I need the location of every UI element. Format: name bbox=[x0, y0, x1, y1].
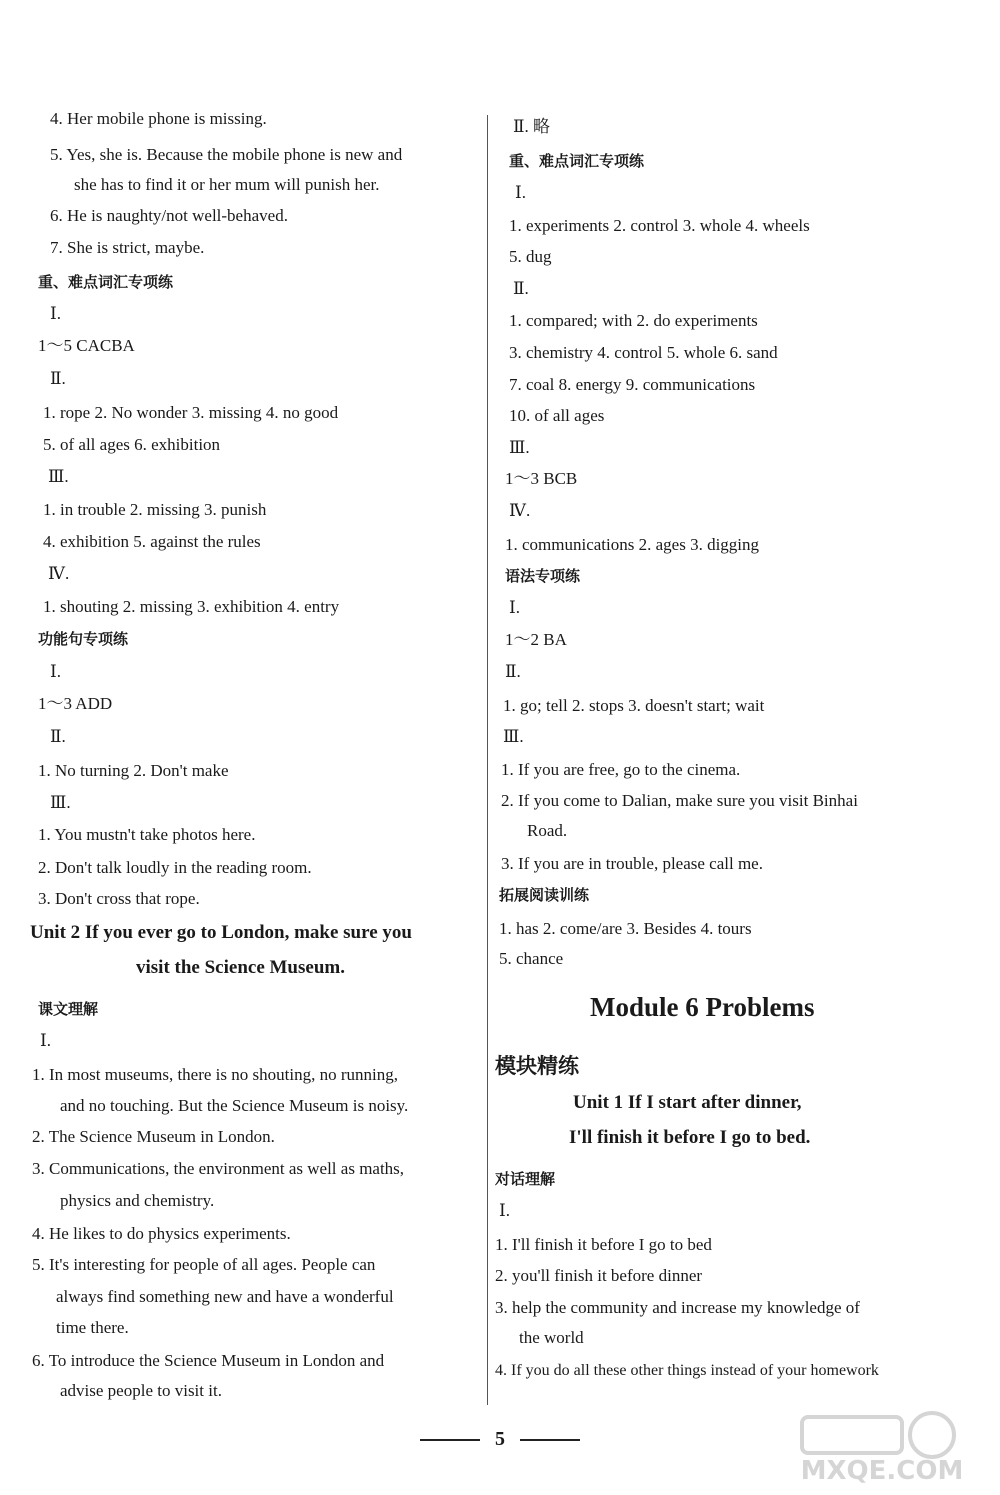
answer-line: 1. go; tell 2. stops 3. doesn't start; wait bbox=[503, 696, 765, 715]
answer-line: Ⅲ. bbox=[48, 467, 69, 486]
answer-line: Ⅰ. bbox=[499, 1201, 510, 1220]
answer-line: Ⅰ. bbox=[50, 662, 61, 681]
answer-line: Ⅱ. bbox=[50, 727, 66, 746]
answer-line: 2. you'll finish it before dinner bbox=[495, 1266, 703, 1285]
answer-line: 5. Yes, she is. Because the mobile phone is new and bbox=[50, 145, 403, 164]
column-divider bbox=[487, 115, 488, 1405]
answer-line: 3. help the community and increase my knowledge of bbox=[495, 1298, 860, 1317]
answer-line: Ⅰ. bbox=[515, 183, 526, 202]
answer-line: 1. compared; with 2. do experiments bbox=[509, 311, 758, 330]
answer-line: 5. dug bbox=[509, 247, 552, 266]
section-heading-function: 功能句专项练 bbox=[38, 630, 129, 648]
answer-line: Ⅳ. bbox=[48, 564, 70, 583]
answer-line: 5. chance bbox=[499, 949, 564, 968]
answer-line: 3. If you are in trouble, please call me. bbox=[501, 854, 763, 873]
section-heading-grammar: 语法专项练 bbox=[505, 567, 581, 585]
watermark-logo bbox=[782, 1407, 982, 1487]
answer-line: 4. If you do all these other things instead of your homework bbox=[495, 1362, 879, 1379]
answer-line: Ⅱ. bbox=[505, 662, 521, 681]
answer-line: Ⅲ. bbox=[509, 438, 530, 457]
answer-line: 1. experiments 2. control 3. whole 4. wheels bbox=[509, 216, 810, 235]
answer-line: 1～2 BA bbox=[505, 630, 567, 649]
answer-line: 4. He likes to do physics experiments. bbox=[32, 1224, 291, 1243]
answer-line: Ⅰ. bbox=[40, 1031, 51, 1050]
answer-line: 2. Don't talk loudly in the reading room. bbox=[38, 858, 312, 877]
unit-title-continued: visit the Science Museum. bbox=[136, 957, 345, 978]
answer-line: 1. No turning 2. Don't make bbox=[38, 761, 229, 780]
section-heading-reading: 拓展阅读训练 bbox=[499, 886, 590, 904]
answer-line: she has to find it or her mum will punish her. bbox=[74, 175, 380, 194]
block-title: 模块精练 bbox=[495, 1054, 579, 1078]
answer-line: Ⅱ. bbox=[513, 279, 529, 298]
answer-line: 1. in trouble 2. missing 3. punish bbox=[43, 500, 267, 519]
page-number: 5 bbox=[495, 1428, 505, 1450]
answer-line: 5. of all ages 6. exhibition bbox=[43, 435, 221, 454]
section-heading-dialog: 对话理解 bbox=[495, 1170, 556, 1188]
answer-line: Ⅲ. bbox=[50, 793, 71, 812]
answer-line: always find something new and have a wonderful bbox=[56, 1287, 394, 1306]
answer-line: advise people to visit it. bbox=[60, 1381, 222, 1400]
answer-line: 4. Her mobile phone is missing. bbox=[50, 109, 267, 128]
footer-ornament-right bbox=[520, 1439, 580, 1441]
answer-line: Ⅲ. bbox=[503, 727, 524, 746]
answer-line: physics and chemistry. bbox=[60, 1191, 215, 1210]
section-heading-vocab: 重、难点词汇专项练 bbox=[38, 273, 174, 291]
answer-line: the world bbox=[519, 1328, 584, 1347]
unit-title-continued: I'll finish it before I go to bed. bbox=[569, 1127, 811, 1148]
answer-line: Ⅳ. bbox=[509, 501, 531, 520]
answer-line: 6. He is naughty/not well-behaved. bbox=[50, 206, 288, 225]
answer-line: 1～5 CACBA bbox=[38, 336, 135, 355]
answer-line: 3. chemistry 4. control 5. whole 6. sand bbox=[509, 343, 778, 362]
answer-line: 1～3 BCB bbox=[505, 469, 578, 488]
section-heading-vocab: 重、难点词汇专项练 bbox=[509, 152, 645, 170]
answer-line: 1. rope 2. No wonder 3. missing 4. no good bbox=[43, 403, 339, 422]
answer-line: time there. bbox=[56, 1318, 129, 1337]
answer-line: Road. bbox=[527, 821, 568, 840]
answer-line: 1. shouting 2. missing 3. exhibition 4. entry bbox=[43, 597, 340, 616]
module-title: Module 6 Problems bbox=[590, 992, 815, 1022]
answer-line: 7. She is strict, maybe. bbox=[50, 238, 205, 257]
answer-line: 10. of all ages bbox=[509, 406, 605, 425]
answer-line: 2. The Science Museum in London. bbox=[32, 1127, 275, 1146]
answer-line: 1. has 2. come/are 3. Besides 4. tours bbox=[499, 919, 752, 938]
answer-line: 4. exhibition 5. against the rules bbox=[43, 532, 261, 551]
watermark-text: MXQE.COM bbox=[800, 1456, 964, 1486]
answer-line: Ⅱ. bbox=[50, 369, 66, 388]
answer-line: 1. In most museums, there is no shouting, no running, bbox=[32, 1065, 398, 1084]
answer-line: and no touching. But the Science Museum is noisy. bbox=[60, 1096, 409, 1115]
answer-line: 6. To introduce the Science Museum in London and bbox=[32, 1351, 385, 1370]
answer-line: Ⅰ. bbox=[50, 304, 61, 323]
answer-line: 5. It's interesting for people of all ages. People can bbox=[32, 1255, 376, 1274]
answer-line: 1. communications 2. ages 3. digging bbox=[505, 535, 760, 554]
footer-ornament-left bbox=[420, 1439, 480, 1441]
answer-line: 1～3 ADD bbox=[38, 694, 113, 713]
answer-line: 3. Don't cross that rope. bbox=[38, 889, 200, 908]
answer-line: 1. If you are free, go to the cinema. bbox=[501, 760, 741, 779]
answer-line: 3. Communications, the environment as well as maths, bbox=[32, 1159, 405, 1178]
answer-line: 7. coal 8. energy 9. communications bbox=[509, 375, 756, 394]
answer-line: Ⅰ. bbox=[509, 598, 520, 617]
unit-title: Unit 1 If I start after dinner, bbox=[573, 1092, 802, 1113]
answer-line: 1. I'll finish it before I go to bed bbox=[495, 1235, 712, 1254]
answer-line: 2. If you come to Dalian, make sure you visit Binhai bbox=[501, 791, 858, 810]
answer-line: 1. You mustn't take photos here. bbox=[38, 825, 256, 844]
unit-title: Unit 2 If you ever go to London, make sure you bbox=[30, 922, 412, 943]
answer-line: Ⅱ. 略 bbox=[513, 117, 551, 136]
section-heading-text: 课文理解 bbox=[38, 1000, 99, 1018]
